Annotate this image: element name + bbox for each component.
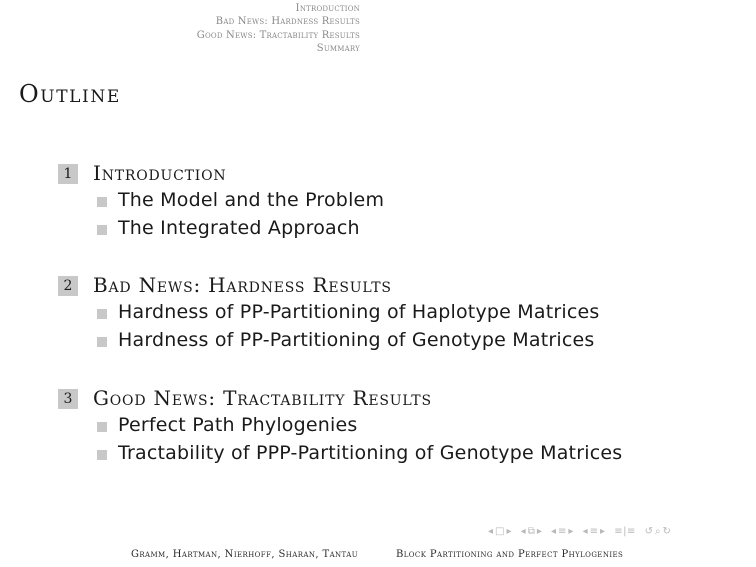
header-nav-item-summary[interactable]: Summary — [316, 42, 360, 54]
square-bullet-icon — [97, 450, 107, 460]
square-bullet-icon — [97, 197, 107, 207]
nav-section-icon[interactable]: ◂ ≡ ▸ — [551, 526, 574, 537]
section-number-badge: 2 — [58, 276, 78, 296]
nav-appendix-icon[interactable]: ≡|≡ — [614, 526, 636, 537]
subsection-label: Tractability of PPP-Partitioning of Genotype Matrices — [118, 442, 623, 464]
subsection-label: Hardness of PP-Partitioning of Haplotype Matrices — [118, 301, 600, 323]
header-nav-item-introduction[interactable]: Introduction — [295, 3, 360, 14]
section-title-bad-news[interactable]: Bad News: Hardness Results — [93, 273, 392, 297]
subsection-item[interactable] — [58, 215, 738, 243]
square-bullet-icon — [97, 309, 107, 319]
subsection-label: Hardness of PP-Partitioning of Genotype Matrices — [118, 329, 595, 351]
subsection-label: Perfect Path Phylogenies — [118, 414, 358, 436]
header-nav-item-good-news[interactable]: Good News: Tractability Results — [196, 29, 360, 41]
outline-section-3 — [58, 386, 738, 468]
section-number-badge: 3 — [58, 389, 78, 409]
square-bullet-icon — [97, 337, 107, 347]
footer-title: Block Partitioning and Perfect Phylogenies — [396, 549, 624, 560]
header-section-navigation — [197, 2, 360, 55]
subsection-item[interactable] — [58, 440, 738, 468]
frame-title: Outline — [19, 80, 121, 108]
footer-authors: Gramm, Hartman, Nierhoff, Sharan, Tantau — [130, 549, 358, 560]
subsection-label: The Integrated Approach — [118, 217, 360, 239]
subsection-item[interactable] — [58, 412, 738, 440]
nav-search-icon[interactable]: ↺ ⌕ ↻ — [644, 526, 672, 537]
nav-presentation-icon[interactable]: ◂ ≡ ▸ — [582, 526, 606, 537]
nav-frame-icon[interactable]: ◂ □ ▸ — [488, 526, 512, 537]
footer — [0, 549, 756, 563]
section-title-good-news[interactable]: Good News: Tractability Results — [93, 386, 432, 410]
section-title-introduction[interactable]: Introduction — [93, 161, 227, 185]
subsection-item[interactable] — [58, 299, 738, 327]
nav-subsection-icon[interactable]: ◂ ⧉ ▸ — [520, 526, 543, 537]
subsection-item[interactable] — [58, 327, 738, 355]
subsection-item[interactable] — [58, 187, 738, 215]
subsection-label: The Model and the Problem — [118, 189, 385, 211]
square-bullet-icon — [97, 422, 107, 432]
header-nav-item-bad-news[interactable]: Bad News: Hardness Results — [215, 16, 360, 28]
outline-section-1 — [58, 161, 738, 243]
square-bullet-icon — [97, 225, 107, 235]
outline-section-2 — [58, 273, 738, 355]
navigation-symbols — [488, 526, 671, 537]
section-number-badge: 1 — [58, 164, 78, 184]
